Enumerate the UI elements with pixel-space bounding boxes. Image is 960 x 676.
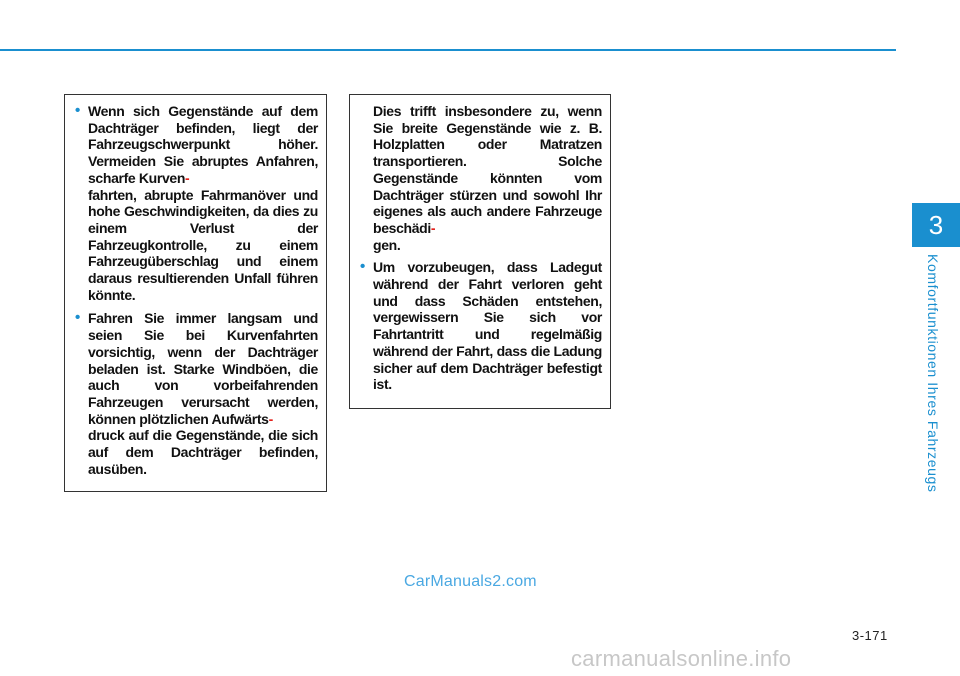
bullet-item-center-of-gravity bbox=[75, 103, 318, 303]
item-text-continued: gen. bbox=[373, 236, 401, 253]
bullet-icon: • bbox=[360, 258, 365, 276]
header-rule bbox=[0, 49, 896, 51]
warning-box-right bbox=[349, 94, 611, 409]
item-text-continued: fahrten, abrupte Fahrmanöver und hohe Geschwindigkeiten, da dies zu einem Verlust der Fahrzeugkontrolle, zu einem Fahrzeugüberschlag und einem daraus resultierenden Unfall führen könnte. bbox=[88, 186, 318, 303]
page-number: 3-171 bbox=[852, 628, 888, 643]
item-text: Wenn sich Gegenstände auf dem Dachträger befinden, liegt der Fahrzeugschwerpunkt höher. Vermeiden Sie abruptes Anfahren, scharfe Kurven bbox=[88, 103, 318, 186]
line-break-hyphen: - bbox=[268, 410, 273, 427]
warning-box-left bbox=[64, 94, 327, 492]
watermark-carmanualsonline: carmanualsonline.info bbox=[571, 646, 792, 671]
bullet-icon: • bbox=[75, 102, 80, 119]
line-break-hyphen: - bbox=[430, 219, 436, 236]
line-break-hyphen: - bbox=[185, 169, 190, 186]
chapter-title: Komfortfunktionen Ihres Fahrzeugs bbox=[925, 254, 941, 493]
watermark-carmanuals2: CarManuals2.com bbox=[404, 573, 537, 590]
item-text-continued: druck auf die Gegenstände, die sich auf dem Dachträger befinden, ausüben. bbox=[88, 427, 318, 477]
bullet-icon: • bbox=[75, 309, 80, 327]
bullet-item-drive-slowly bbox=[75, 310, 318, 477]
item-text: Dies trifft insbesondere zu, wenn Sie breite Gegenstände wie z. B. Holzplatten oder Matratzen transportieren. Solche Gegenstände könnten vom Dachträger stürzen und sowohl Ihr eigenes als auch andere Fahrzeuge beschädi bbox=[373, 103, 602, 236]
continued-paragraph bbox=[360, 103, 602, 253]
chapter-number-tab: 3 bbox=[912, 203, 960, 247]
item-text: Fahren Sie immer langsam und seien Sie bei Kurvenfahrten vorsichtig, wenn der Dachträger beladen ist. Starke Windböen, die auch von vorbeifahrenden Fahrzeugen verursacht werden, können plötzlichen Aufwärts bbox=[88, 310, 318, 427]
item-text: Um vorzubeugen, dass Ladegut während der Fahrt verloren geht und dass Schäden entstehen, vergewissern Sie sich vor Fahrtantritt und regelmäßig während der Fahrt, dass die Ladung sicher auf dem Dachträger befestigt ist. bbox=[373, 259, 602, 393]
bullet-item-secure-load bbox=[360, 259, 602, 393]
